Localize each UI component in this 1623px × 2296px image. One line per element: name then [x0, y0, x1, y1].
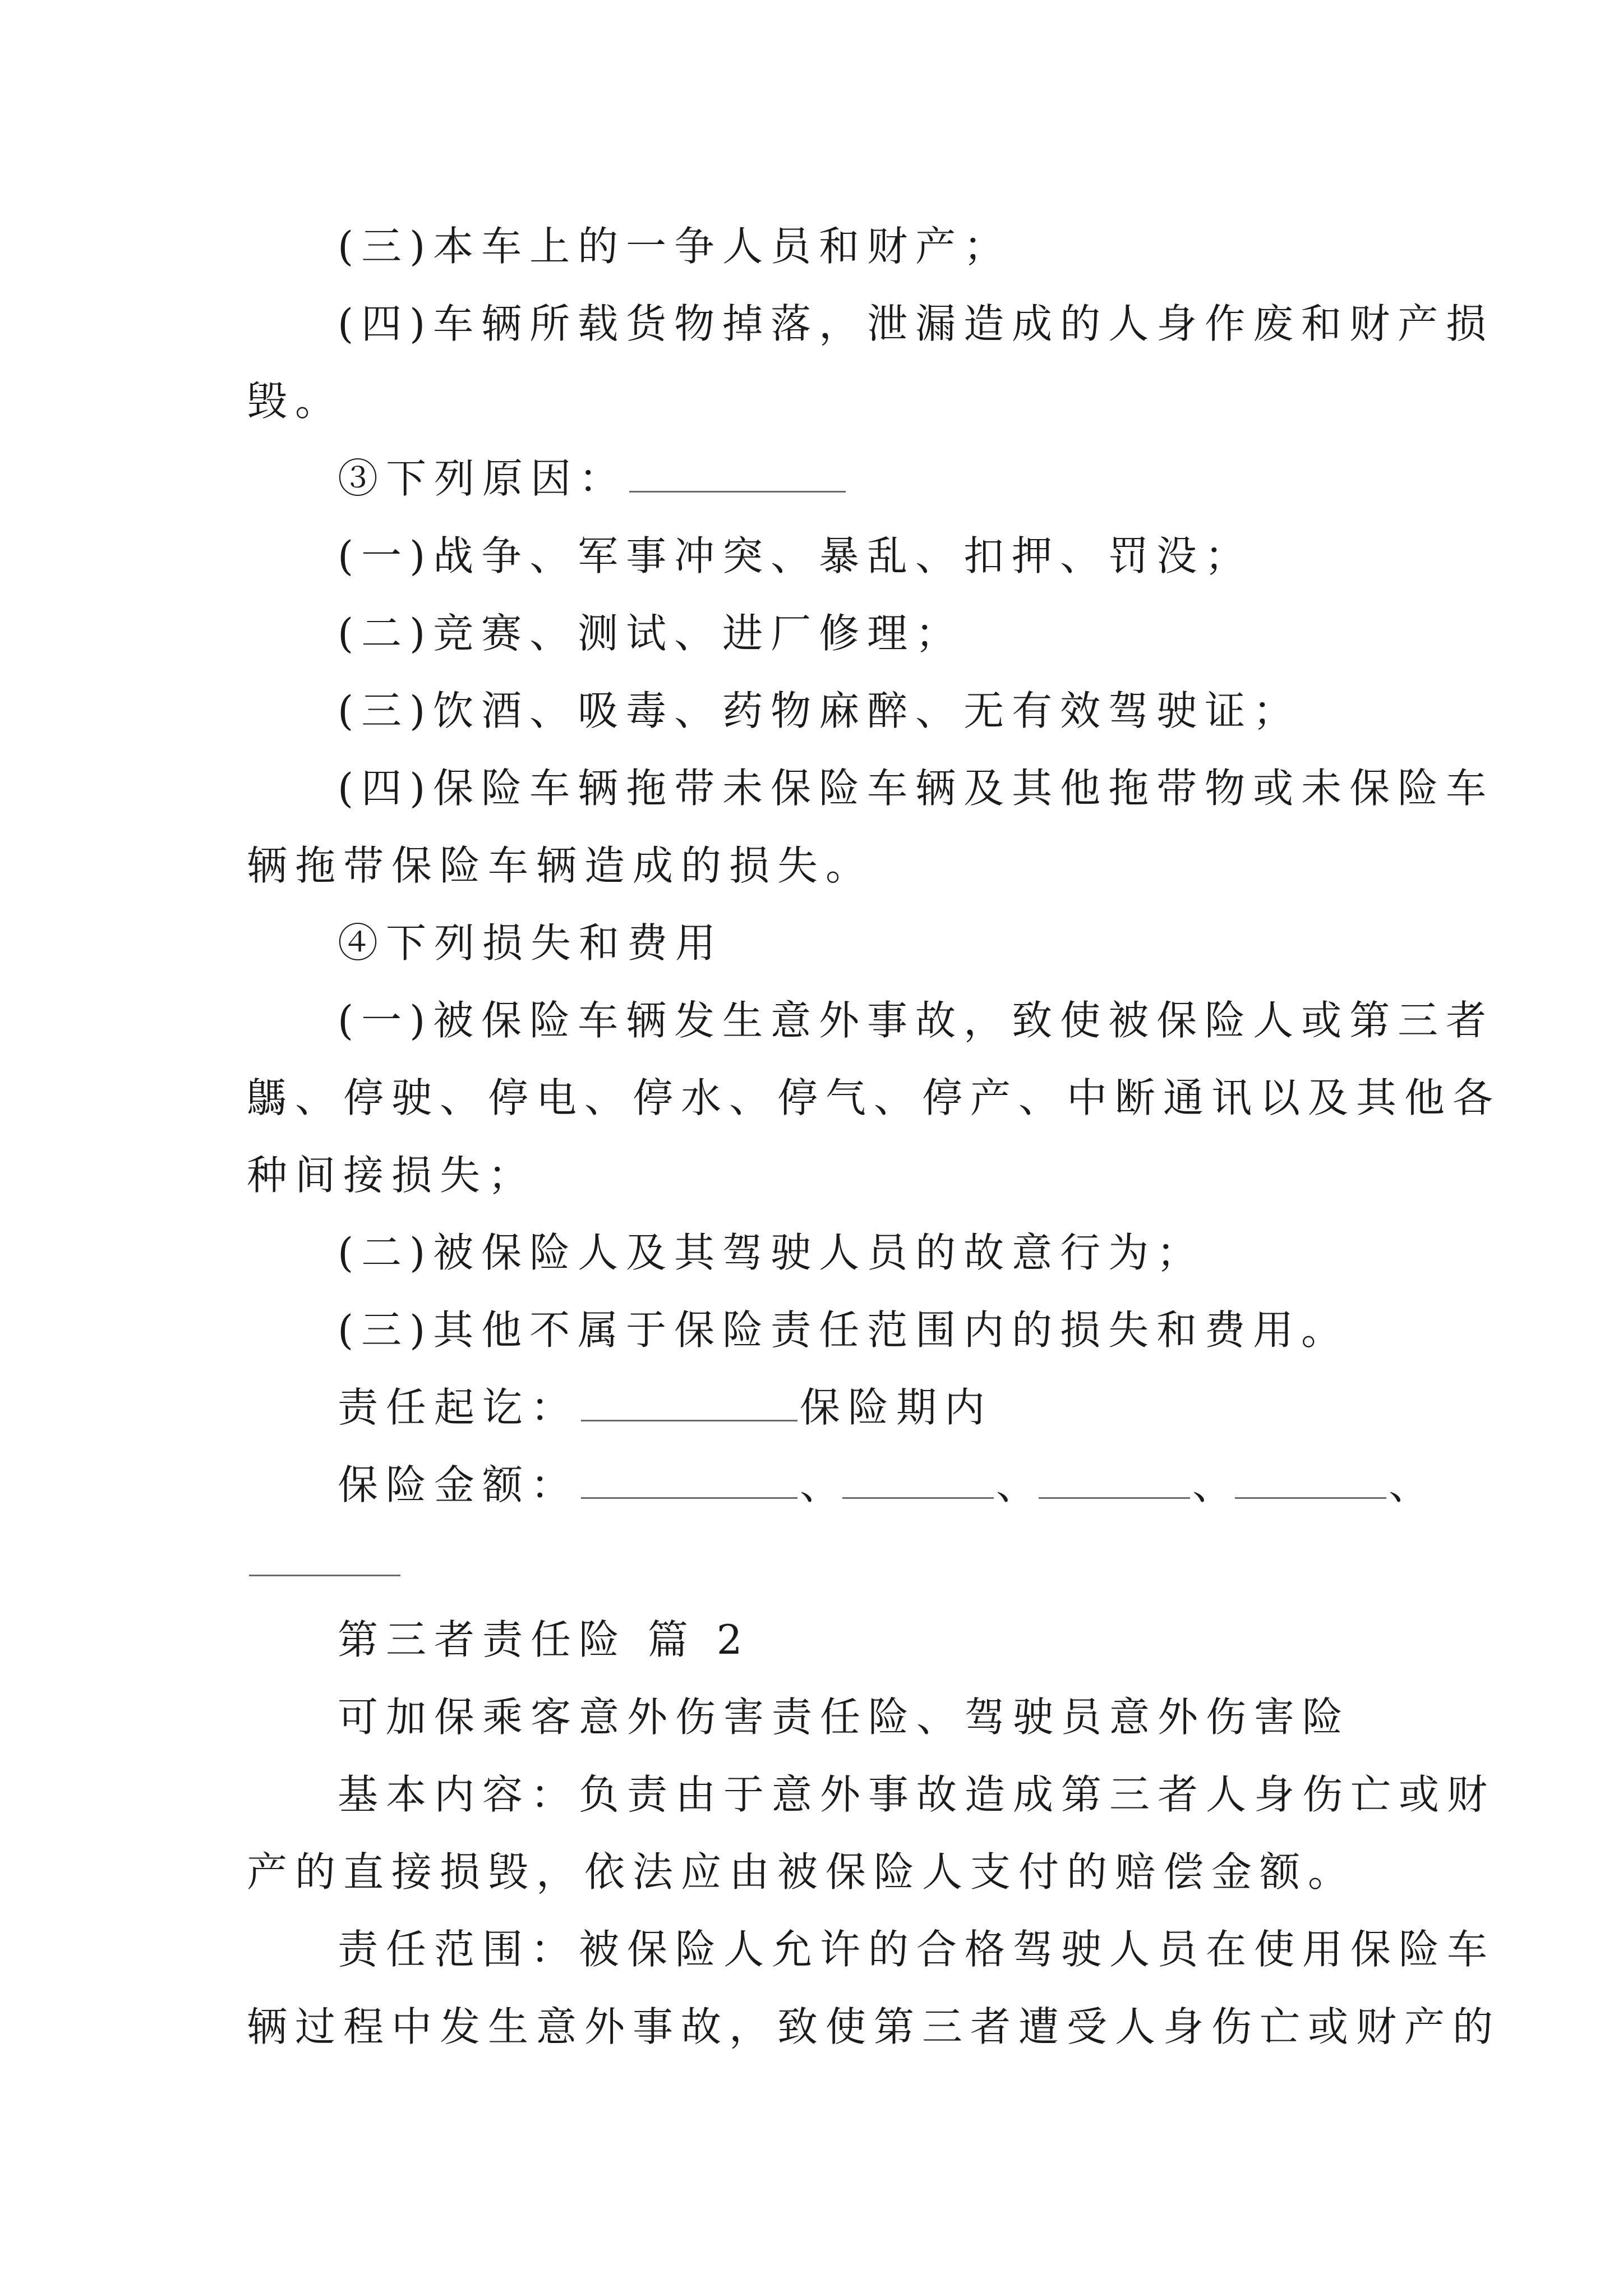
paragraph-line [247, 827, 1380, 904]
line-text: (二)被保险人及其驾驶人员的故意行为； [338, 1229, 1205, 1276]
paragraph-line [247, 595, 1380, 672]
separator: 、 [800, 1461, 841, 1508]
paragraph-line [247, 1369, 1380, 1446]
paragraph-line [247, 672, 1380, 749]
fill-in-blank [1039, 1466, 1190, 1499]
line-text: (三)本车上的一争人员和财产； [338, 223, 1012, 270]
fill-in-blank [249, 1543, 400, 1576]
line-text: ④下列损失和费用 [338, 919, 724, 967]
paragraph-line [247, 362, 1380, 440]
line-text: ③下列原因： [338, 455, 628, 502]
separator: 、 [996, 1461, 1037, 1508]
line-text: (一)战争、军事冲突、暴乱、扣押、罚没； [338, 532, 1253, 579]
line-text: (四)保险车辆拖带未保险车辆及其他拖带物或未保险车 [338, 765, 1495, 812]
fill-in-blank [581, 1388, 797, 1421]
line-text: 基本内容：负责由于意外事故造成第三者人身伤亡或财 [338, 1771, 1496, 1818]
line-text: 责任范围：被保险人允许的合格驾驶人员在使用保险车 [338, 1926, 1496, 1973]
paragraph-line [247, 1137, 1380, 1214]
line-text: (三)饮酒、吸毒、药物麻醉、无有效驾驶证； [338, 687, 1302, 734]
paragraph-line [247, 1214, 1380, 1291]
line-text: 种间接损失； [247, 1152, 537, 1199]
separator: 、 [1389, 1461, 1430, 1508]
paragraph-line [247, 1756, 1496, 1833]
line-text: 产的直接损毁，依法应由被保险人支付的赔偿金额。 [247, 1848, 1357, 1895]
line-text: (三)其他不属于保险责任范围内的损失和费用。 [338, 1306, 1350, 1354]
paragraph-line [247, 517, 1380, 595]
section-heading [247, 1601, 1380, 1678]
line-text: (一)被保险车辆发生意外事故，致使被保险人或第三者 [338, 997, 1495, 1044]
paragraph-line [247, 285, 1495, 362]
paragraph-line [247, 1988, 1501, 2065]
line-text: 可加保乘客意外伤害责任险、驾驶员意外伤害险 [338, 1694, 1351, 1741]
line-text: 辆过程中发生意外事故，致使第三者遭受人身伤亡或财产的 [247, 2003, 1501, 2050]
fill-in-blank [842, 1466, 994, 1499]
paragraph-line [247, 749, 1495, 827]
paragraph-line [247, 1446, 1430, 1524]
separator: 、 [1192, 1461, 1233, 1508]
paragraph-line [247, 208, 1380, 285]
paragraph-line [247, 440, 1380, 517]
paragraph-line [247, 904, 1380, 982]
fill-in-blank [581, 1466, 797, 1499]
line-text: 责任起讫： [338, 1384, 579, 1431]
paragraph-line [247, 1833, 1380, 1911]
line-text: 保险期内 [800, 1384, 993, 1431]
line-text: 保险金额： [338, 1461, 579, 1508]
line-text: 第三者责任险 篇 2 [338, 1616, 750, 1663]
paragraph-line [247, 1524, 1380, 1601]
fill-in-blank [1235, 1466, 1386, 1499]
fill-in-blank [629, 459, 846, 493]
line-text: (四)车辆所载货物掉落，泄漏造成的人身作废和财产损 [338, 300, 1495, 347]
paragraph-line [247, 1678, 1380, 1756]
paragraph-line [247, 1291, 1380, 1369]
line-text: (二)竞赛、测试、进厂修理； [338, 610, 964, 657]
document-body [247, 208, 1501, 2065]
paragraph-line [247, 1059, 1501, 1137]
line-text: 辆拖带保险车辆造成的损失。 [247, 842, 874, 889]
line-text: 毁。 [247, 378, 344, 425]
line-text: 鷌、停驶、停电、停水、停气、停产、中断通讯以及其他各 [247, 1074, 1501, 1121]
paragraph-line [247, 982, 1495, 1059]
paragraph-line [247, 1911, 1496, 1988]
